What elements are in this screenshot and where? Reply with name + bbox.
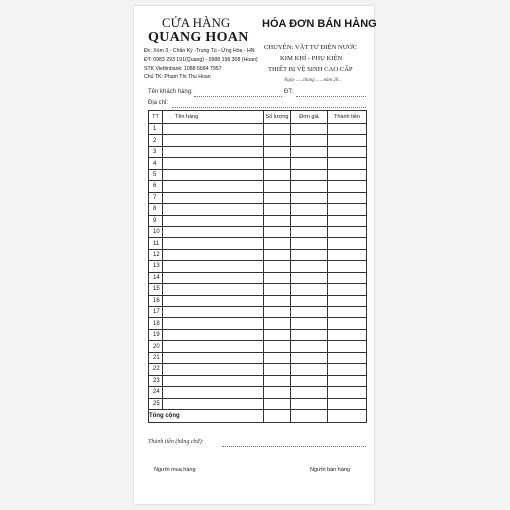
amount-cell[interactable] [328,352,367,363]
row-number: 6 [149,181,163,192]
amount-cell[interactable] [328,204,367,215]
table-row [149,215,367,226]
amount-cell[interactable] [328,375,367,386]
table-row [149,318,367,329]
amount-cell[interactable] [328,192,367,203]
row-number: 4 [149,158,163,169]
store-type: CỬA HÀNG [162,15,231,30]
quantity-cell[interactable] [264,146,291,157]
quantity-cell[interactable] [264,272,291,283]
unit-price-cell[interactable] [291,375,328,386]
quantity-cell[interactable] [264,284,291,295]
item-name-cell[interactable] [163,204,264,215]
customer-address-label: Địa chỉ: [148,100,169,106]
table-row [149,226,367,237]
quantity-cell[interactable] [264,352,291,363]
unit-price-cell[interactable] [291,204,328,215]
specialty-line-1: CHUYÊN: VẬT TƯ ĐIỆN NƯỚC [264,44,358,51]
amount-cell[interactable] [328,169,367,180]
total-label: Tổng cộng [149,409,264,422]
quantity-cell[interactable] [264,215,291,226]
unit-price-cell[interactable] [291,226,328,237]
table-row [149,249,367,260]
unit-price-cell[interactable] [291,364,328,375]
store-name: QUANG HOAN [148,30,249,45]
amount-cell[interactable] [328,329,367,340]
total-amount-cell[interactable] [328,409,367,422]
quantity-cell[interactable] [264,307,291,318]
store-address: Đc: Xóm 3 - Chấn Kỳ -Trung Tú - Ứng Hòa - HN [144,48,255,54]
item-name-cell[interactable] [163,238,264,249]
row-number: 1 [149,124,163,135]
amount-in-words-line[interactable] [222,446,366,447]
quantity-cell[interactable] [264,364,291,375]
unit-price-cell[interactable] [291,135,328,146]
amount-cell[interactable] [328,318,367,329]
amount-cell[interactable] [328,341,367,352]
table-row [149,329,367,340]
row-number: 14 [149,272,163,283]
amount-cell[interactable] [328,215,367,226]
row-number: 9 [149,215,163,226]
table-row [149,375,367,386]
table-row [149,295,367,306]
quantity-cell[interactable] [264,226,291,237]
quantity-cell[interactable] [264,124,291,135]
total-price-cell[interactable] [291,409,328,422]
invoice-title: HÓA ĐƠN BÁN HÀNG [262,18,377,30]
row-number: 7 [149,192,163,203]
amount-cell[interactable] [328,272,367,283]
header-unit-price: Đơn giá [291,111,328,124]
header-quantity: Số lượng [264,111,291,124]
quantity-cell[interactable] [264,341,291,352]
amount-cell[interactable] [328,146,367,157]
amount-cell[interactable] [328,364,367,375]
table-row [149,352,367,363]
item-name-cell[interactable] [163,181,264,192]
amount-cell[interactable] [328,261,367,272]
customer-address-line[interactable] [172,107,366,108]
unit-price-cell[interactable] [291,146,328,157]
quantity-cell[interactable] [264,169,291,180]
row-number: 23 [149,375,163,386]
amount-cell[interactable] [328,238,367,249]
unit-price-cell[interactable] [291,192,328,203]
row-number: 3 [149,146,163,157]
amount-cell[interactable] [328,249,367,260]
item-name-cell[interactable] [163,398,264,409]
row-number: 10 [149,226,163,237]
table-row [149,307,367,318]
row-number: 22 [149,364,163,375]
row-number: 12 [149,249,163,260]
item-name-cell[interactable] [163,318,264,329]
row-number: 17 [149,307,163,318]
quantity-cell[interactable] [264,261,291,272]
item-name-cell[interactable] [163,192,264,203]
table-row [149,272,367,283]
invoice-page [134,6,377,504]
row-number: 24 [149,387,163,398]
quantity-cell[interactable] [264,181,291,192]
row-number: 5 [149,169,163,180]
item-name-cell[interactable] [163,272,264,283]
table-row [149,341,367,352]
table-row [149,181,367,192]
quantity-cell[interactable] [264,204,291,215]
customer-name-label: Tên khách hàng: [148,89,193,95]
row-number: 11 [149,238,163,249]
row-number: 8 [149,204,163,215]
table-row [149,261,367,272]
item-name-cell[interactable] [163,135,264,146]
amount-cell[interactable] [328,398,367,409]
row-number: 25 [149,398,163,409]
seller-signature-label: Người bán hàng [310,467,351,473]
row-number: 18 [149,318,163,329]
amount-cell[interactable] [328,124,367,135]
row-number: 19 [149,329,163,340]
unit-price-cell[interactable] [291,124,328,135]
customer-phone-line[interactable] [296,96,366,97]
unit-price-cell[interactable] [291,284,328,295]
unit-price-cell[interactable] [291,387,328,398]
table-row [149,204,367,215]
table-row [149,364,367,375]
item-name-cell[interactable] [163,215,264,226]
amount-cell[interactable] [328,284,367,295]
table-row [149,192,367,203]
items-table [148,110,367,423]
item-name-cell[interactable] [163,146,264,157]
store-owner: Chủ TK: Phạm Thị Thu Hoan [144,74,211,80]
customer-phone-label: ĐT: [284,89,293,95]
item-name-cell[interactable] [163,375,264,386]
row-number: 2 [149,135,163,146]
customer-name-line[interactable] [194,96,282,97]
item-name-cell[interactable] [163,249,264,260]
amount-cell[interactable] [328,181,367,192]
store-phone: ĐT: 0983 293 191(Quang) - 0988 198 308 (Hoan) [144,57,258,63]
quantity-cell[interactable] [264,192,291,203]
row-number: 20 [149,341,163,352]
total-row [149,409,367,422]
row-number: 21 [149,352,163,363]
unit-price-cell[interactable] [291,181,328,192]
item-name-cell[interactable] [163,226,264,237]
unit-price-cell[interactable] [291,249,328,260]
quantity-cell[interactable] [264,295,291,306]
specialty-line-2: KIM KHÍ - PHỤ KIỆN [280,55,343,62]
amount-cell[interactable] [328,158,367,169]
item-name-cell[interactable] [163,364,264,375]
quantity-cell[interactable] [264,158,291,169]
unit-price-cell[interactable] [291,272,328,283]
unit-price-cell[interactable] [291,341,328,352]
item-name-cell[interactable] [163,307,264,318]
table-row [149,387,367,398]
table-header-row [149,111,367,124]
total-quantity-cell[interactable] [264,409,291,422]
quantity-cell[interactable] [264,135,291,146]
date-line: Ngày ......tháng ......năm 20... [284,78,343,83]
quantity-cell[interactable] [264,387,291,398]
buyer-signature-label: Người mua hàng [154,467,196,473]
row-number: 16 [149,295,163,306]
amount-cell[interactable] [328,295,367,306]
table-row [149,169,367,180]
table-row [149,158,367,169]
table-row [149,124,367,135]
quantity-cell[interactable] [264,398,291,409]
amount-in-words-label: Thành tiền (bằng chữ): [148,439,204,445]
unit-price-cell[interactable] [291,307,328,318]
unit-price-cell[interactable] [291,158,328,169]
amount-cell[interactable] [328,307,367,318]
quantity-cell[interactable] [264,249,291,260]
unit-price-cell[interactable] [291,329,328,340]
table-row [149,135,367,146]
quantity-cell[interactable] [264,375,291,386]
quantity-cell[interactable] [264,329,291,340]
store-bank: STK Viettinbank: 1088 6684 7957 [144,66,222,72]
row-number: 15 [149,284,163,295]
item-name-cell[interactable] [163,284,264,295]
item-name-cell[interactable] [163,387,264,398]
item-name-cell[interactable] [163,169,264,180]
unit-price-cell[interactable] [291,398,328,409]
specialty-line-3: THIẾT BỊ VỆ SINH CAO CẤP [268,66,353,73]
table-body [149,124,367,410]
header-amount: Thành tiền [328,111,367,124]
unit-price-cell[interactable] [291,295,328,306]
item-name-cell[interactable] [163,261,264,272]
item-name-cell[interactable] [163,341,264,352]
unit-price-cell[interactable] [291,352,328,363]
table-row [149,238,367,249]
item-name-cell[interactable] [163,329,264,340]
amount-cell[interactable] [328,226,367,237]
unit-price-cell[interactable] [291,169,328,180]
item-name-cell[interactable] [163,295,264,306]
quantity-cell[interactable] [264,318,291,329]
unit-price-cell[interactable] [291,318,328,329]
item-name-cell[interactable] [163,158,264,169]
item-name-cell[interactable] [163,124,264,135]
table-row [149,284,367,295]
amount-cell[interactable] [328,135,367,146]
unit-price-cell[interactable] [291,238,328,249]
header-item-name: Tên hàng [163,111,264,124]
header-stt: TT [149,111,163,124]
unit-price-cell[interactable] [291,215,328,226]
row-number: 13 [149,261,163,272]
unit-price-cell[interactable] [291,261,328,272]
table-row [149,398,367,409]
table-row [149,146,367,157]
amount-cell[interactable] [328,387,367,398]
item-name-cell[interactable] [163,352,264,363]
quantity-cell[interactable] [264,238,291,249]
